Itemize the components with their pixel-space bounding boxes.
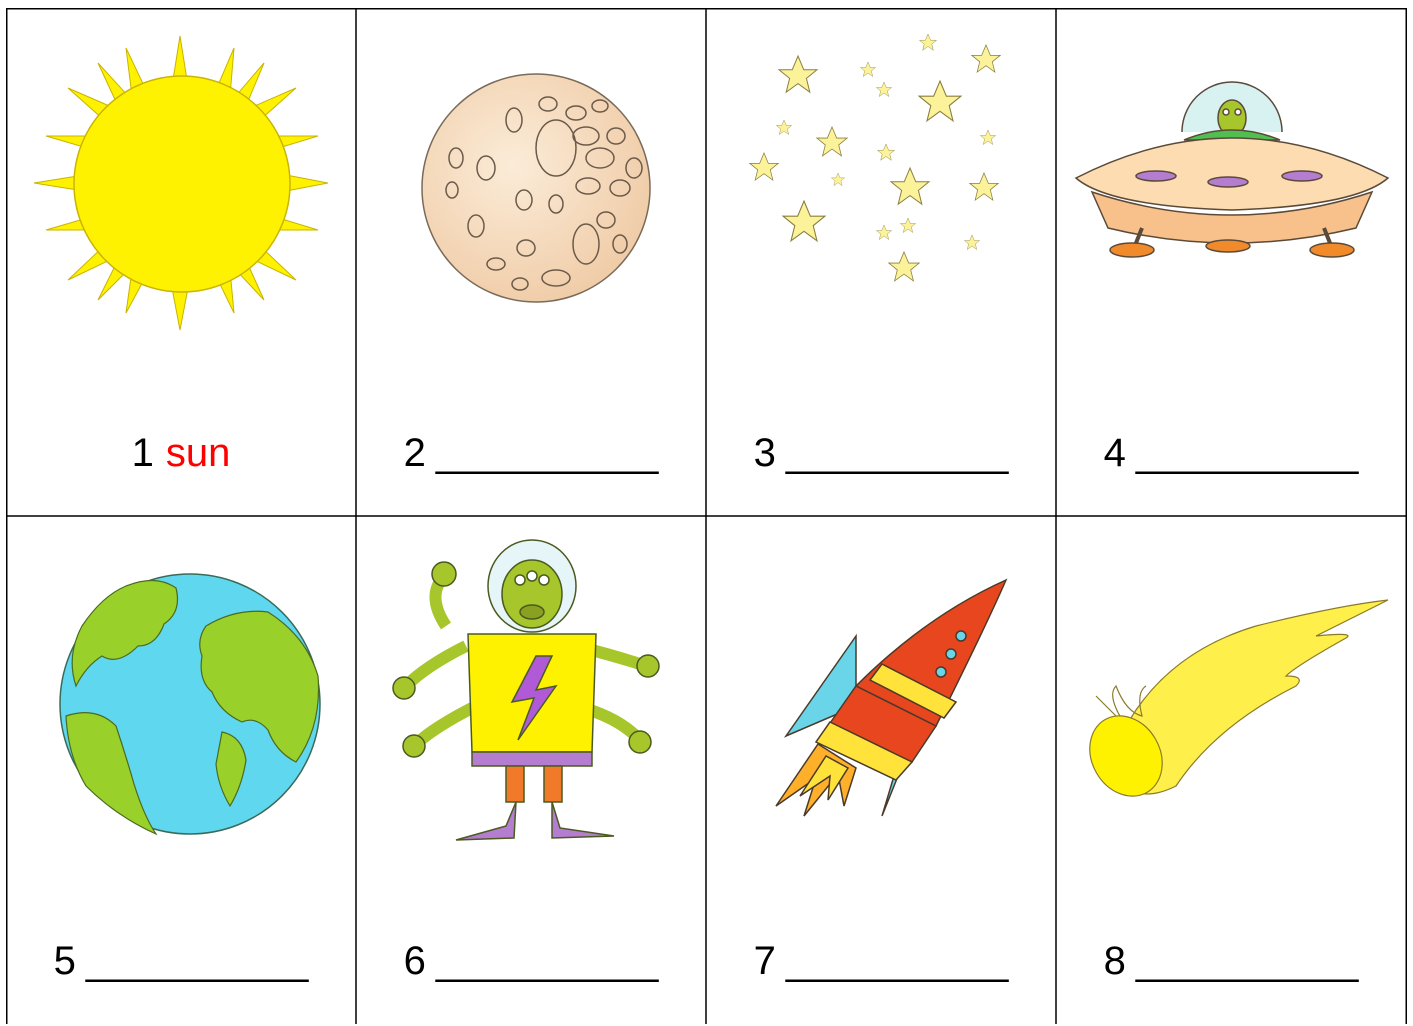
card-caption: [356, 413, 706, 473]
card-8: [1056, 516, 1406, 1024]
stars-icon: [706, 8, 1056, 348]
card-caption: [1056, 413, 1406, 473]
card-caption: [1056, 921, 1406, 981]
ufo-icon: [1056, 8, 1406, 348]
alien-icon: [356, 516, 706, 856]
rocket-icon: [706, 516, 1056, 856]
card-caption: [6, 921, 356, 981]
card-5: [6, 516, 356, 1024]
card-number: 1: [131, 431, 154, 475]
card-number: 2: [403, 431, 426, 475]
card-2: [356, 8, 706, 516]
card-number: 3: [753, 431, 776, 475]
card-caption: [356, 921, 706, 981]
card-number: 4: [1103, 431, 1126, 475]
card-4: [1056, 8, 1406, 516]
card-6: [356, 516, 706, 1024]
answer-blank[interactable]: __________: [1135, 939, 1359, 983]
answer-blank[interactable]: __________: [1135, 431, 1359, 475]
worksheet: [6, 8, 1407, 1024]
comet-icon: [1056, 516, 1406, 856]
card-7: [706, 516, 1056, 1024]
card-number: 7: [753, 939, 776, 983]
moon-icon: [356, 8, 706, 348]
card-3: [706, 8, 1056, 516]
card-number: 6: [403, 939, 426, 983]
answer-blank[interactable]: __________: [435, 939, 659, 983]
sun-icon: [6, 8, 356, 348]
answer-blank[interactable]: __________: [435, 431, 659, 475]
earth-icon: [6, 516, 356, 856]
answer-text[interactable]: sun: [165, 431, 231, 475]
card-caption: [706, 921, 1056, 981]
card-1: [6, 8, 356, 516]
card-number: 8: [1103, 939, 1126, 983]
card-number: 5: [53, 939, 76, 983]
answer-blank[interactable]: __________: [85, 939, 309, 983]
card-caption: [706, 413, 1056, 473]
card-caption: [6, 413, 356, 473]
answer-blank[interactable]: __________: [785, 939, 1009, 983]
answer-blank[interactable]: __________: [785, 431, 1009, 475]
